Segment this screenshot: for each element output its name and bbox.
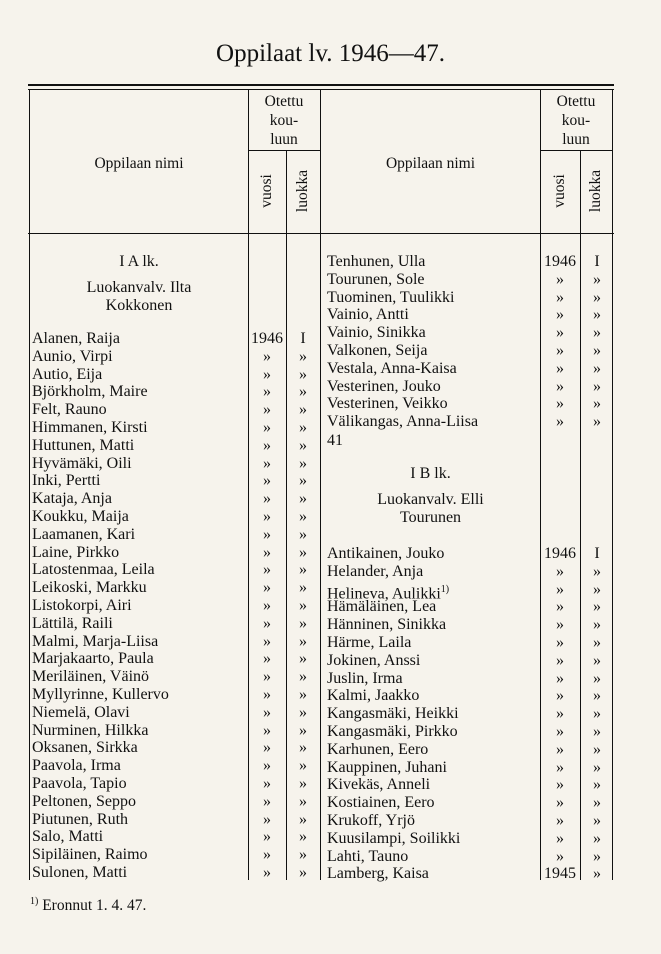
student-class: » (299, 490, 307, 508)
student-year: » (556, 812, 564, 829)
student-class: » (299, 383, 307, 401)
student-year: » (263, 561, 271, 579)
student-name: Salo, Matti (32, 828, 104, 846)
student-class: » (299, 632, 307, 650)
student-class: » (593, 812, 601, 829)
student-class: » (593, 723, 601, 740)
student-name: Valkonen, Seija (327, 342, 428, 359)
right-class-title: I B lk. (410, 465, 451, 482)
student-year: » (263, 454, 271, 472)
student-class: » (299, 739, 307, 757)
student-year: » (263, 846, 271, 864)
student-class: » (299, 597, 307, 614)
student-year: » (263, 543, 271, 561)
student-name: Aunio, Virpi (32, 347, 113, 365)
student-year: » (556, 306, 564, 324)
student-class: » (299, 419, 307, 436)
student-year: » (556, 705, 564, 723)
student-name: Tourunen, Sole (327, 270, 425, 288)
student-name: Kangasmäki, Heikki (327, 705, 459, 723)
student-name: Latostenmaa, Leila (32, 561, 155, 579)
student-year: » (556, 324, 564, 342)
student-year: » (263, 703, 271, 721)
student-class: » (299, 810, 307, 828)
student-year: » (556, 634, 564, 651)
student-year: » (263, 739, 271, 757)
student-year: » (556, 758, 564, 776)
student-name: Huttunen, Matti (32, 436, 135, 454)
student-name: Alanen, Raija (32, 330, 120, 347)
student-class: » (299, 365, 307, 383)
student-name: Härme, Laila (327, 634, 412, 651)
student-name: Vesterinen, Jouko (327, 377, 441, 395)
student-year: » (263, 401, 271, 419)
student-year: » (556, 288, 564, 306)
student-name: Listokorpi, Airi (32, 597, 132, 614)
student-class: » (593, 634, 601, 651)
student-year: » (263, 472, 271, 490)
student-name: Kivekäs, Anneli (327, 776, 431, 794)
student-year: » (556, 847, 564, 865)
student-class: » (299, 401, 307, 419)
student-year: » (556, 740, 564, 758)
student-name: Malmi, Marja-Liisa (32, 632, 159, 650)
student-class: » (299, 703, 307, 721)
student-class: » (593, 829, 601, 847)
student-year: 1946 (544, 253, 576, 270)
student-year: » (263, 508, 271, 525)
header-right-luokka: luokka (587, 169, 604, 213)
top-rule-thin (28, 89, 614, 90)
student-name: Felt, Rauno (32, 401, 107, 419)
footnote-mark: 1) (30, 896, 39, 907)
student-year: » (263, 436, 271, 454)
student-name: Krukoff, Yrjö (327, 812, 415, 829)
header-bottom-rule (28, 233, 614, 234)
otettu-line: luun (270, 131, 298, 148)
student-name: Nurminen, Hilkka (32, 721, 149, 739)
student-name: Meriläinen, Väinö (32, 668, 150, 686)
otettu-line: kou- (269, 112, 299, 129)
student-class: » (299, 686, 307, 703)
student-year: » (263, 828, 271, 846)
student-class: I (300, 330, 306, 347)
student-class: » (299, 828, 307, 846)
student-name: Koukku, Maija (32, 508, 129, 525)
student-year: » (556, 377, 564, 395)
student-class: » (299, 757, 307, 775)
top-rule-thick (28, 84, 614, 86)
divider-center (320, 90, 321, 880)
student-name: Paavola, Tapio (32, 775, 127, 792)
student-name: Hämäläinen, Lea (327, 598, 437, 616)
header-left-otettu (248, 92, 320, 149)
student-name: Helander, Anja (327, 562, 424, 580)
left-class-title: I A lk. (119, 253, 159, 270)
student-year: » (263, 632, 271, 650)
student-year: » (556, 829, 564, 847)
student-name: Lamberg, Kaisa (327, 865, 429, 883)
header-right-name: Oppilaan nimi (385, 155, 476, 172)
student-class: » (593, 651, 601, 669)
table-left-border (29, 90, 30, 880)
student-class: » (299, 579, 307, 597)
student-name: Kataja, Anja (32, 490, 112, 508)
student-class: » (299, 543, 307, 561)
student-class: I (594, 253, 600, 270)
student-class: » (299, 650, 307, 668)
student-year: » (556, 616, 564, 634)
student-name: Kostiainen, Eero (327, 794, 435, 812)
student-year: » (556, 669, 564, 687)
student-class: » (593, 413, 601, 431)
student-year: 1946 (251, 330, 283, 347)
student-year: » (556, 794, 564, 812)
student-name: Vainio, Sinikka (327, 324, 426, 342)
student-year: » (263, 365, 271, 383)
student-name: Laine, Pirkko (32, 543, 120, 561)
student-name: Lahti, Tauno (327, 847, 409, 865)
student-year: » (263, 757, 271, 775)
student-class: » (593, 616, 601, 634)
student-name: Leikoski, Markku (32, 579, 147, 597)
student-year: » (263, 579, 271, 597)
header-right-otettu (540, 92, 612, 149)
student-name: Karhunen, Eero (327, 740, 429, 758)
student-name: Sulonen, Matti (32, 864, 128, 881)
student-name: Vainio, Antti (327, 306, 409, 324)
student-class: » (299, 846, 307, 864)
student-year: » (556, 395, 564, 413)
student-year: » (263, 347, 271, 365)
student-class: » (299, 347, 307, 365)
student-class: » (299, 792, 307, 810)
student-name: Björkholm, Maire (32, 383, 148, 401)
student-name: Kalmi, Jaakko (327, 687, 420, 705)
student-name: Hyvämäki, Oili (32, 454, 132, 472)
student-year: » (263, 419, 271, 436)
student-year: » (263, 721, 271, 739)
student-name: Sipiläinen, Raimo (32, 846, 148, 864)
student-year: » (263, 614, 271, 632)
student-year: » (263, 383, 271, 401)
student-class: » (299, 508, 307, 525)
student-class: » (593, 705, 601, 723)
student-class: » (299, 525, 307, 543)
student-class: » (299, 561, 307, 579)
header-left-name: Oppilaan nimi (94, 155, 184, 172)
student-name: Myllyrinne, Kullervo (32, 686, 169, 703)
student-name: Himmanen, Kirsti (32, 419, 148, 436)
student-name: Peltonen, Seppo (32, 792, 136, 810)
student-name: Kuusilampi, Soilikki (327, 829, 461, 847)
student-year: » (556, 687, 564, 705)
student-class: » (299, 614, 307, 632)
student-class: » (299, 436, 307, 454)
left-teacher-line: Luokanvalv. Ilta (86, 279, 192, 296)
student-year: 1945 (544, 865, 576, 883)
student-class: » (593, 306, 601, 324)
student-name: Marjakaarto, Paula (32, 650, 154, 668)
page-title: Oppilaat lv. 1946—47. (216, 40, 445, 67)
student-class: » (299, 775, 307, 792)
student-class: » (593, 359, 601, 377)
header-right-vuosi: vuosi (551, 174, 568, 208)
student-class: » (593, 669, 601, 687)
footnote-text: Eronnut 1. 4. 47. (42, 897, 147, 915)
otettu-line: Otettu (556, 93, 596, 110)
footnote-ref: 1) (440, 583, 450, 595)
student-year: » (556, 342, 564, 359)
otettu-line: kou- (561, 112, 591, 129)
student-year: » (556, 562, 564, 580)
student-name: Jokinen, Anssi (327, 651, 421, 669)
student-year: » (556, 723, 564, 740)
student-name: Juslin, Irma (327, 669, 403, 687)
right-teacher-line: Tourunen (399, 509, 462, 526)
right-teacher-line: Luokanvalv. Elli (377, 491, 484, 508)
student-class: » (593, 776, 601, 794)
student-name: Paavola, Irma (32, 757, 121, 775)
student-year: » (263, 775, 271, 792)
left-teacher-line: Kokkonen (105, 297, 173, 314)
student-year: » (263, 597, 271, 614)
otettu-rule-right (540, 150, 612, 151)
student-name: Laamanen, Kari (32, 525, 136, 543)
student-name: Niemelä, Olavi (32, 703, 130, 721)
student-class: » (593, 865, 601, 883)
student-class: » (593, 687, 601, 705)
student-name: Tenhunen, Ulla (327, 253, 426, 270)
student-name: Tuominen, Tuulikki (327, 288, 455, 306)
student-class: » (593, 324, 601, 342)
student-year: » (556, 413, 564, 431)
student-class: » (593, 342, 601, 359)
otettu-line: Otettu (264, 93, 304, 110)
student-class: » (593, 288, 601, 306)
student-year: » (263, 650, 271, 668)
student-class: » (593, 598, 601, 616)
student-name: Autio, Eija (32, 365, 103, 383)
student-class: » (299, 454, 307, 472)
student-year: » (263, 792, 271, 810)
student-year: » (556, 651, 564, 669)
student-class: » (593, 580, 601, 598)
right-count: 41 (327, 432, 343, 449)
student-class: » (593, 758, 601, 776)
student-year: » (556, 580, 564, 598)
student-name: Piutunen, Ruth (32, 810, 129, 828)
student-class: » (593, 847, 601, 865)
student-name: Oksanen, Sirkka (32, 739, 138, 757)
student-year: » (556, 776, 564, 794)
student-year: » (263, 864, 271, 881)
student-year: » (263, 686, 271, 703)
student-year: 1946 (544, 545, 576, 562)
student-name: Vestala, Anna-Kaisa (327, 359, 457, 377)
student-name: Kauppinen, Juhani (327, 758, 447, 776)
student-name: Hänninen, Sinikka (327, 616, 447, 634)
otettu-rule-left (248, 150, 320, 151)
student-year: » (556, 598, 564, 616)
student-class: » (299, 721, 307, 739)
student-year: » (263, 668, 271, 686)
student-class: » (299, 472, 307, 490)
student-name: Helineva, Aulikki$^{1)}$ (327, 583, 450, 602)
student-year: » (556, 359, 564, 377)
footnote (30, 896, 146, 915)
student-name: Kangasmäki, Pirkko (327, 723, 458, 740)
student-year: » (263, 525, 271, 543)
student-year: » (556, 270, 564, 288)
student-name: Vesterinen, Veikko (327, 395, 448, 413)
student-class: » (593, 270, 601, 288)
student-year: » (263, 490, 271, 508)
student-class: » (299, 864, 307, 881)
student-class: » (593, 562, 601, 580)
header-left-luokka: luokka (294, 169, 311, 213)
student-class: » (593, 740, 601, 758)
student-class: I (594, 545, 600, 562)
student-year: » (263, 810, 271, 828)
student-name: Lättilä, Raili (32, 614, 113, 632)
student-name: Inki, Pertti (32, 472, 101, 490)
otettu-line: luun (562, 131, 590, 148)
header-left-vuosi: vuosi (258, 174, 275, 208)
student-class: » (299, 668, 307, 686)
student-name: Välikangas, Anna-Liisa (327, 413, 479, 431)
student-name: Antikainen, Jouko (327, 545, 445, 562)
student-class: » (593, 794, 601, 812)
student-class: » (593, 395, 601, 413)
student-class: » (593, 377, 601, 395)
